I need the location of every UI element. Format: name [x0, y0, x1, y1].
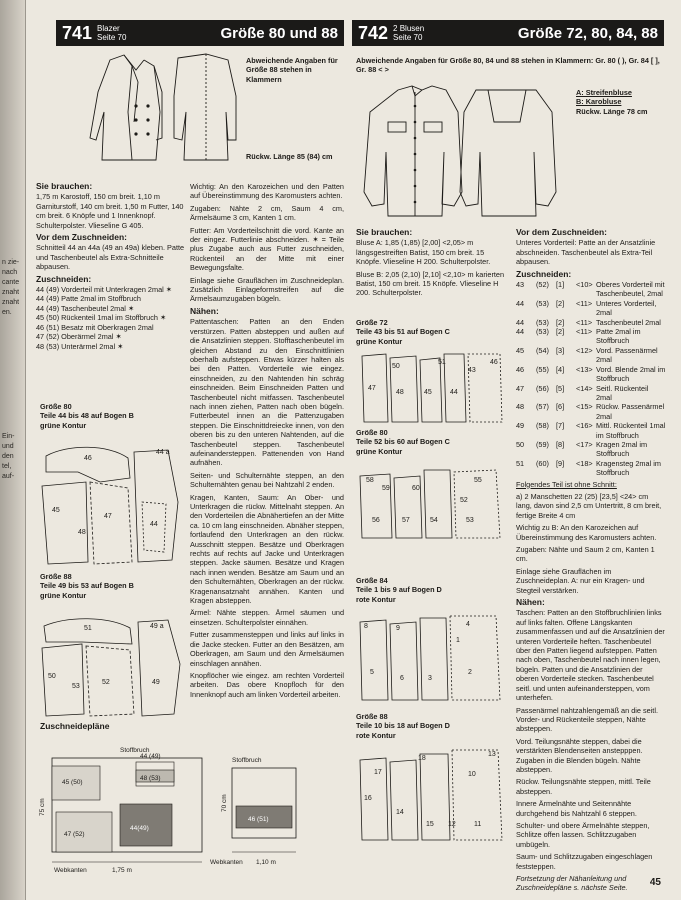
blouse-pocket-flap — [388, 122, 406, 132]
sheet-diagram-size-72 — [356, 350, 506, 426]
legend-b: B: Karobluse — [576, 97, 622, 107]
paragraph: Passenärmel nahtzahlengemäß an die seitl. Vorder- und Rückenteile steppen, Nähte absteppen. — [516, 705, 658, 734]
list-item: 45 (54) [3] <12> Vord. Passenärmel 2mal — [516, 345, 658, 365]
svg-text:46: 46 — [490, 359, 498, 366]
sheet-diagram-size-88 — [38, 614, 188, 722]
svg-text:4: 4 — [466, 621, 470, 628]
materials-text: Bluse B: 2,05 (2,10) [2,10] <2,10> m karierten Batist, 150 cm breit. 15 Knöpfe. Vlieseline H 200. Schulterpolster. — [356, 269, 505, 298]
piece-label: 51 — [84, 625, 92, 632]
size-84-label — [356, 576, 506, 604]
list-item: 44 (49) Taschenbeutel 2mal ✶ — [36, 303, 135, 313]
piece-label: 47 — [104, 513, 112, 520]
size-kontur: grüne Kontur — [356, 446, 403, 456]
svg-text:12: 12 — [448, 821, 456, 828]
piece-label: 48 — [78, 529, 86, 536]
size-kontur: rote Kontur — [356, 730, 396, 740]
plan-height: 75 cm — [39, 798, 46, 816]
pattern-number: 741 — [62, 22, 93, 43]
svg-text:51: 51 — [438, 359, 446, 366]
paragraph: Ärmel: Nähte steppen. Ärmel säumen und einsetzen. Schulterpolster einnähen. — [190, 608, 344, 627]
size-88-label-742 — [356, 712, 506, 740]
size-note: Abweichende Angaben für Größe 88 stehen in Klammern — [246, 56, 338, 84]
button-icon — [414, 137, 417, 140]
paragraph: Innere Ärmelnähte und Seitennähte durchgehend bis Nahtzahl 6 steppen. — [516, 799, 637, 818]
size-sheet: Teile 43 bis 51 auf Bogen C — [356, 327, 450, 337]
size-kontur: grüne Kontur — [356, 336, 403, 346]
list-item: 51 (60) [9] <18> Kragensteg 2mal im Stoffbruch — [516, 458, 661, 478]
button-icon — [134, 118, 137, 121]
size-72-label — [356, 318, 506, 346]
gutter-text: auf- — [2, 473, 15, 480]
section-heading: Zuschneiden: — [36, 273, 92, 284]
piece-label: 50 — [48, 673, 56, 680]
sewing-instructions-741 — [190, 182, 344, 702]
button-icon — [414, 185, 417, 188]
svg-text:16: 16 — [364, 795, 372, 802]
paragraph: Kragen, Kanten, Saum: An Ober- und Unterkragen die rückw. Mittelnaht steppen. An den Vorderteilen die Abnähertiefen an der Mitte ca. 10 cm lang einschneiden. Abnäher steppen, fortlaufend den Unterkragen an den rückw. Ausschnitt steppen. Besätze und Oberkragen rechts auf rechts auf Jacke und Unterkragen steppen. Jacke säumen. Besätze und Kragen nach innen wenden. Besätze am Saum und an den Schulternähten, Oberkragen an der rückw. Kragenansatznaht annähen. Kanten und Kragen absteppen. — [190, 492, 344, 606]
size-sheet: Teile 52 bis 60 auf Bogen C — [356, 437, 450, 447]
sheet-diagram-size-88-742 — [356, 742, 506, 842]
svg-text:9: 9 — [396, 625, 400, 632]
paragraph: Futter: Am Vorderteilschnitt die vord. Kante an der eingez. Futterlinie abschneiden. ✶ = Teile plus Zugabe auch aus Futter zuschneiden, Rückenteil an der Mitte mit einer Bewegungsfalte. — [190, 225, 344, 273]
list-item: 44 (49) Vorderteil mit Unterkragen 2mal ✶ — [36, 285, 172, 295]
svg-text:59: 59 — [382, 485, 390, 492]
size-sheet: Teile 49 bis 53 auf Bogen B — [40, 581, 134, 591]
button-icon — [414, 169, 417, 172]
plan-bottom-label: Webkanten — [210, 859, 243, 866]
pattern-sizes: Größe 80 und 88 — [220, 24, 338, 42]
svg-text:1: 1 — [456, 637, 460, 644]
gutter-text: den — [2, 453, 14, 460]
piece-label: 49 — [152, 679, 160, 686]
svg-text:52: 52 — [460, 497, 468, 504]
plan-width: 1,75 m — [112, 867, 132, 874]
svg-text:11: 11 — [474, 821, 482, 828]
blazer-lapel — [132, 66, 138, 122]
list-item: 48 (53) Unterärmel 2mal ✶ — [36, 341, 124, 351]
section-heading: Sie brauchen: — [356, 227, 413, 237]
size-title: Größe 80 — [356, 428, 388, 437]
size-kontur: rote Kontur — [356, 594, 396, 604]
plan-piece: 44(49) — [130, 825, 149, 832]
size-title: Größe 72 — [356, 318, 388, 327]
piece-label: 52 — [102, 679, 110, 686]
size-80-label-742 — [356, 428, 506, 456]
pattern-page: Seite 70 — [393, 33, 423, 42]
extra-part-heading: Folgendes Teil ist ohne Schnitt: — [516, 479, 617, 489]
size-kontur: grüne Kontur — [40, 590, 87, 600]
list-item: 49 (58) [7] <16> Mittl. Rückenteil 1mal im Stoffbruch — [516, 421, 666, 440]
list-item: 46 (51) Besatz mit Oberkragen 2mal — [36, 322, 154, 332]
plan-top-label: Stoffbruch — [232, 757, 262, 764]
back-length: Rückw. Länge 85 (84) cm — [246, 152, 333, 161]
gutter-text: znaht — [2, 299, 20, 306]
plan-piece: 45 (50) — [62, 779, 83, 786]
blazer-illustration — [88, 52, 238, 164]
size-title: Größe 88 — [356, 712, 388, 721]
button-icon — [146, 132, 149, 135]
piece-label: 53 — [72, 683, 80, 690]
paragraph: Einlage siehe Grauflächen im Zuschneideplan. Zusätzlich Einlageformstreifen auf die Ärmelsaumzugaben bügeln. — [190, 275, 344, 304]
plan-top-label: Stoffbruch — [120, 747, 150, 754]
button-icon — [414, 105, 417, 108]
section-heading: Nähen: — [190, 305, 219, 316]
paragraph: Saum- und Schlitzzugaben eingeschlagen feststeppen. — [516, 852, 653, 871]
gutter-text: cante — [2, 279, 20, 286]
size-sheet: Teile 44 bis 48 auf Bogen B — [40, 411, 134, 421]
svg-text:50: 50 — [392, 363, 400, 370]
size-title: Größe 80 — [40, 402, 72, 411]
list-item: 45 (50) Rückenteil 1mal im Stoffbruch ✶ — [36, 313, 167, 323]
blouse-legend — [576, 88, 666, 116]
paragraph: Futter zusammensteppen und links auf links in die Jacke stecken. Futter an den Besätzen, am Oberkragen, am Saum und den Ärmelsäumen einschlagen annähen. — [190, 630, 344, 668]
prep-text: Unteres Vorderteil: Patte an der Ansatzlinie abschneiden. Taschenbeutel als Extra-Teil abpausen. — [516, 238, 656, 267]
list-item: 47 (52) Oberärmel 2mal ✶ — [36, 332, 122, 342]
blouse-yoke — [488, 90, 526, 122]
paragraph: Schulter- und obere Ärmelnähte steppen, Schlitze offen lassen. Schlitzzugaben umbügeln. — [516, 820, 650, 849]
blouse-pocket-flap — [424, 122, 442, 132]
list-item: 50 (59) [8] <17> Kragen 2mal im Stoffbruch — [516, 439, 648, 459]
list-item: 44 (53) [2] <11> Patte 2mal im Stoffbruch — [516, 327, 641, 346]
size-kontur: grüne Kontur — [40, 420, 87, 430]
pattern-sizes: Größe 72, 80, 84, 88 — [517, 24, 658, 42]
svg-text:6: 6 — [400, 675, 404, 682]
gutter-text: Ein- — [2, 433, 15, 440]
paragraph: Wichtig zu B: An den Karozeichen auf Übereinstimmung des Karomusters achten. — [516, 523, 657, 542]
svg-text:44: 44 — [450, 389, 458, 396]
section-heading: Nähen: — [516, 597, 545, 608]
materials-section-742 — [356, 228, 506, 301]
gutter-text: tel, — [2, 463, 12, 470]
size-sheet: Teile 10 bis 18 auf Bogen D — [356, 721, 450, 731]
materials-text: 1,75 m Karostoff, 150 cm breit. 1,10 m Garniturstoff, 140 cm breit. 1,50 m Futter, 140 cm breit. 6 Knöpfe und 1 Innenknopf. Schulterpolster. Vlieseline G 405. — [36, 192, 184, 230]
svg-text:43: 43 — [468, 367, 476, 374]
piece-label: 46 — [84, 455, 92, 462]
blouse-front-outline — [364, 86, 462, 216]
sheet-diagram-size-80-742 — [356, 460, 506, 540]
legend-a: A: Streifenbluse — [576, 88, 632, 97]
svg-text:53: 53 — [466, 517, 474, 524]
list-item: 44 (53) [2] <11> Unteres Vorderteil, 2mal — [516, 298, 657, 318]
page-number: 45 — [649, 877, 661, 888]
list-item: 44 (53) [2] <11> Taschenbeutel 2mal — [516, 317, 661, 327]
paragraph: Taschen: Patten an den Stoffbruchlinien links auf links falten. Offene Längskanten zusammenfassen und auf die Ansatzlinien der unteren Vorderteile heften. Taschenbeutel über den Patten liegend aufsteppen. Patten nach oben, Taschenbeutel nach innen legen, bügeln. Patten und die Ansatzlinien der oberen Vorderteile stecken. Taschenbeutel seitl. und unten aufeinandersteppen, vom unterhefen. — [516, 608, 665, 703]
svg-text:60: 60 — [412, 485, 420, 492]
paragraph: Einlage siehe Grauflächen im Zuschneideplan. A: nur ein Kragen- und Stegteil verstärken. — [516, 566, 645, 595]
gutter-text: und — [2, 443, 14, 450]
paragraph: Rückw. Teilungsnähte steppen, mittl. Teile absteppen. — [516, 777, 651, 796]
size-88-label — [40, 572, 190, 600]
prep-text: Schnitteil 44 an 44a (49 an 49a) kleben. Patte und Taschenbeutel als Extra-Schnitteile abpausen. — [36, 243, 185, 272]
blazer-back-outline — [174, 54, 236, 160]
cutting-plans — [36, 740, 346, 880]
button-icon — [414, 201, 417, 204]
svg-text:14: 14 — [396, 809, 404, 816]
svg-text:13: 13 — [488, 751, 496, 758]
pattern-number: 742 — [358, 22, 389, 43]
size-title: Größe 84 — [356, 576, 388, 585]
plan-piece: 46 (51) — [248, 816, 269, 823]
svg-text:54: 54 — [430, 517, 438, 524]
blazer-front-outline — [90, 55, 132, 160]
size-80-label — [40, 402, 190, 430]
section-heading: Sie brauchen: — [36, 181, 93, 191]
svg-text:2: 2 — [468, 669, 472, 676]
svg-text:56: 56 — [372, 517, 380, 524]
list-item: 44 (49) Patte 2mal im Stoffbruch — [36, 294, 141, 304]
size-sheet: Teile 1 bis 9 auf Bogen D — [356, 585, 442, 595]
svg-text:5: 5 — [370, 669, 374, 676]
list-item: 46 (55) [4] <13> Vord. Blende 2mal im Stoffbruch — [516, 364, 666, 384]
button-icon — [414, 153, 417, 156]
svg-text:3: 3 — [428, 675, 432, 682]
section-heading: Vor dem Zuschneiden: — [36, 232, 127, 243]
extra-part-text: a) 2 Manschetten 22 (25) [23,5] <24> cm lang, davon sind 2,5 cm Untertritt, 8 cm breit, fertige Breite 4 cm — [516, 491, 662, 520]
svg-text:17: 17 — [374, 769, 382, 776]
cutting-section-742 — [516, 228, 666, 896]
pieces-list-742 — [516, 280, 666, 478]
svg-text:18: 18 — [418, 755, 426, 762]
pattern-741-header — [56, 20, 344, 46]
binding-gutter — [0, 0, 26, 900]
list-item: 47 (56) [5] <14> Seitl. Rückenteil 2mal — [516, 383, 649, 402]
materials-text: Bluse A: 1,85 (1,85) [2,00] <2,05> m längsgestreiften Batist, 150 cm breit. 15 Knöpfe. Vlieseline H 200. Schulterpolster. — [356, 238, 491, 267]
gutter-text: nach — [2, 269, 18, 276]
gutter-text: znaht — [2, 289, 20, 296]
gutter-text: n zie- — [2, 259, 20, 266]
svg-text:55: 55 — [474, 477, 482, 484]
size-title: Größe 88 — [40, 572, 72, 581]
blouse-illustration — [358, 82, 564, 222]
svg-text:15: 15 — [426, 821, 434, 828]
plan-piece: 44 (49) — [140, 753, 161, 760]
pattern-title: Blazer — [97, 24, 120, 33]
paragraph: Seiten- und Schulternähte steppen, an den Schulternähten genau bei Nahtzahl 2 enden. — [190, 470, 344, 490]
button-icon — [134, 104, 137, 107]
plan-height: 70 cm — [221, 794, 228, 812]
pieces-list — [36, 285, 186, 351]
materials-section — [36, 182, 186, 351]
button-icon — [414, 121, 417, 124]
svg-text:10: 10 — [468, 771, 476, 778]
blouse-back-outline — [460, 90, 556, 216]
continuation-note: Fortsetzung der Nähanleitung und Zuschneidepläne s. nächste Seite. — [516, 874, 628, 893]
sheet-diagram-size-84 — [356, 608, 506, 704]
pattern-title: 2 Blusen — [393, 24, 425, 33]
paragraph: Wichtig: An den Karozeichen und den Patten auf Übereinstimmung des Karomusters achten. — [190, 182, 344, 201]
plan-width: 1,10 m — [256, 859, 276, 866]
svg-text:58: 58 — [366, 477, 374, 484]
svg-text:47: 47 — [368, 385, 376, 392]
piece-label: 45 — [52, 507, 60, 514]
piece-label: 44 — [150, 521, 158, 528]
blouse-collar — [412, 86, 422, 96]
list-item: 48 (57) [6] <15> Rückw. Passenärmel 2mal — [516, 402, 665, 421]
paragraph: Vord. Teilungsnähte steppen, dabei die verstärkten Blendenseiten anstepppen. Zugaben in die Blenden bügeln. Nähte absteppen. — [516, 736, 643, 774]
paragraph: Knopflöcher wie eingez. am rechten Vorderteil arbeiten. Das obere Knopfloch für den Innenknopf auch am linken Vorderteil arbeiten. — [190, 670, 344, 699]
svg-text:45: 45 — [424, 389, 432, 396]
piece-label: 44 a — [156, 449, 170, 456]
pattern-742-header — [352, 20, 664, 46]
plan-bottom-label: Webkanten — [54, 867, 87, 874]
paragraph: Pattentaschen: Patten an den Enden verstürzen. Patten absteppen und außen auf die Ansatzlinien steppen. Stofftaschenbeutel im gleichen Abstand zu den Einschnittlinien oberhalb aufsteppen. Etwas kürzer halten als bei den Patten. Vorderteile wie eingez. einschneiden, zu den Nahtenden hin schräg einschneiden. Beim Einschneiden Patten und Taschenbeutel nicht mitfassen. Taschenbeutel nach innen ziehen, Patten nach oben bügeln. Futterbeutel innen an die Pattenzugaben steppen. Die Einschnittdreiecke innen, von den oberen bis zu den unteren Nahtenden, auf die Taschenbeutel steppen. Taschenbeutel aufeinandersteppen. Pattenenden von Hand aufnähen. — [190, 317, 344, 468]
section-heading: Vor dem Zuschneiden: — [516, 227, 607, 237]
legend-length: Rückw. Länge 78 cm — [576, 106, 648, 116]
blazer-front-right — [132, 60, 160, 160]
sheet-diagram-size-80 — [38, 442, 188, 572]
button-icon — [146, 118, 149, 121]
svg-text:57: 57 — [402, 517, 410, 524]
plan-piece: 47 (52) — [64, 831, 85, 838]
section-heading: Zuschneiden: — [516, 268, 572, 279]
paragraph: Zugaben: Nähte und Saum 2 cm, Kanten 1 cm. — [516, 545, 655, 564]
gutter-text: en. — [2, 309, 12, 316]
piece-label: 49 a — [150, 623, 164, 630]
svg-text:48: 48 — [396, 389, 404, 396]
svg-text:8: 8 — [364, 623, 368, 630]
list-item: 43 (52) [1] <10> Oberes Vorderteil mit Taschenbeutel, 2mal — [516, 280, 665, 299]
pattern-page: Seite 70 — [97, 33, 127, 42]
button-icon — [146, 104, 149, 107]
button-icon — [134, 132, 137, 135]
size-note: Abweichende Angaben für Größe 80, 84 und 88 stehen in Klammern: Gr. 80 ( ), Gr. 84 [ ], Gr. 88 < > — [356, 56, 660, 75]
cutting-plans-heading: Zuschneidepläne — [40, 721, 110, 731]
blazer-collar — [124, 55, 144, 70]
plan-piece: 48 (53) — [140, 775, 161, 782]
paragraph: Zugaben: Nähte 2 cm, Saum 4 cm, Ärmelsäume 3 cm, Kanten 1 cm. — [190, 203, 344, 223]
